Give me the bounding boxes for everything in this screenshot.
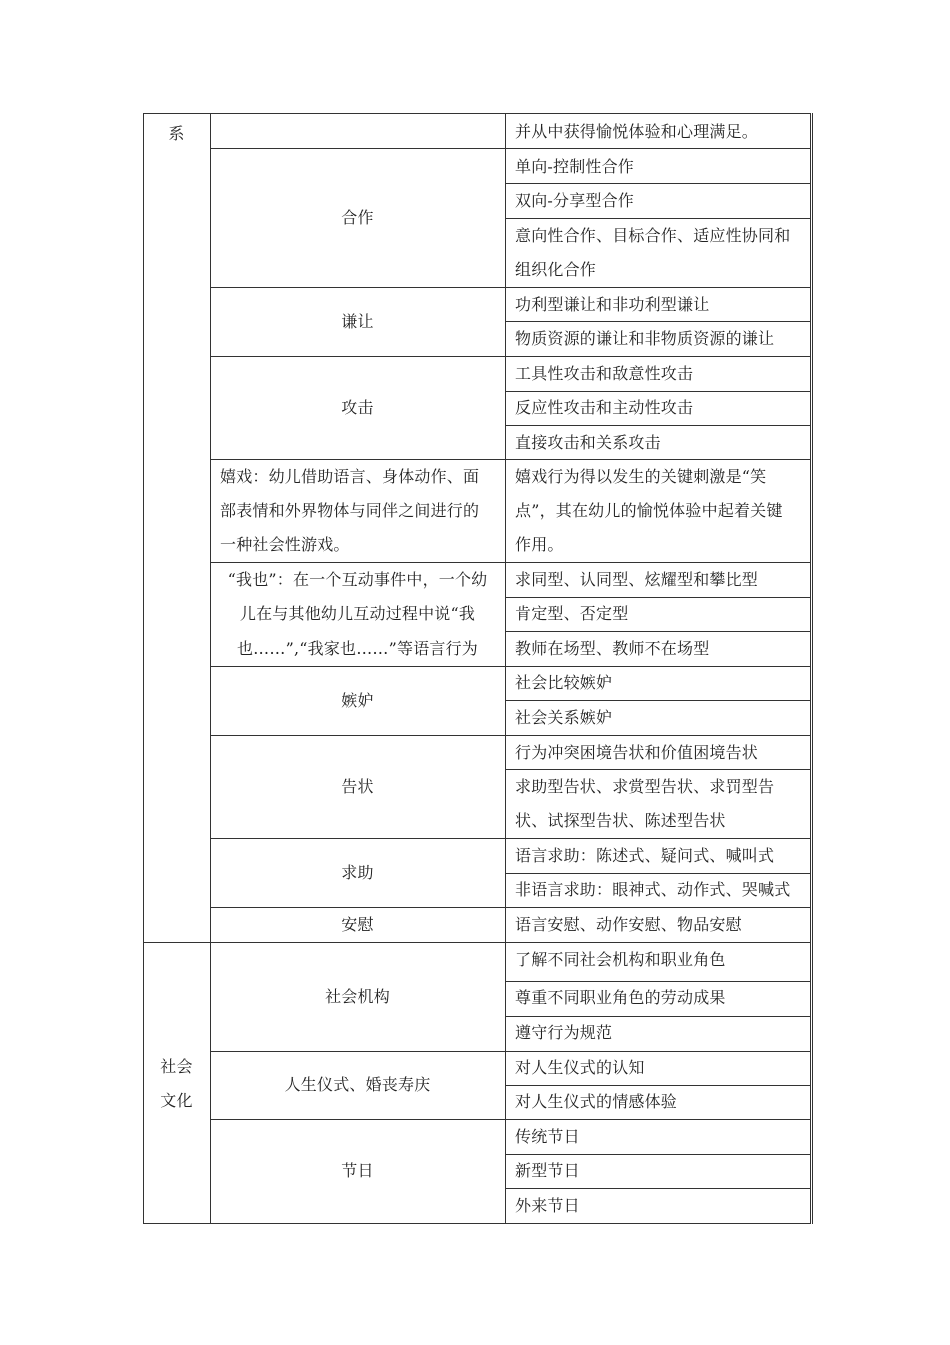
institutions-item: 了解不同社会机构和职业角色 <box>515 950 726 969</box>
me-too-label-line: 也……”,“我家也……”等语言行为 <box>236 639 479 658</box>
institutions-item: 遵守行为规范 <box>515 1023 613 1042</box>
aggression-item: 反应性攻击和主动性攻击 <box>515 398 694 417</box>
play-desc-line: 嬉戏行为得以发生的关键刺激是“笑 <box>515 467 767 486</box>
rituals-item: 对人生仪式的情感体验 <box>515 1092 678 1111</box>
me-too-item: 肯定型、否定型 <box>515 604 629 623</box>
jealousy-item: 社会比较嫉妒 <box>515 673 613 692</box>
comfort-item: 语言安慰、动作安慰、物品安慰 <box>515 915 742 934</box>
institutions-label: 社会机构 <box>325 987 390 1006</box>
help-item: 语言求助：陈述式、疑问式、喊叫式 <box>515 846 775 865</box>
cooperation-item: 组织化合作 <box>515 260 597 279</box>
play-label-line: 部表情和外界物体与同伴之间进行的 <box>220 501 480 520</box>
help-item: 非语言求助：眼神式、动作式、哭喊式 <box>515 880 791 899</box>
telling-item: 求助型告状、求赏型告状、求罚型告 <box>515 777 775 796</box>
telling-item: 状、试探型告状、陈述型告状 <box>515 811 726 830</box>
play-label-line: 嬉戏：幼儿借助语言、身体动作、面 <box>220 467 480 486</box>
festivals-item: 新型节日 <box>515 1161 580 1180</box>
help-label: 求助 <box>341 863 374 882</box>
festivals-item: 传统节日 <box>515 1127 580 1146</box>
me-too-item: 求同型、认同型、炫耀型和攀比型 <box>515 570 759 589</box>
rituals-label: 人生仪式、婚丧寿庆 <box>284 1075 431 1094</box>
rituals-item: 对人生仪式的认知 <box>515 1058 645 1077</box>
continued-desc: 并从中获得愉悦体验和心理满足。 <box>515 122 759 141</box>
modesty-item: 物质资源的谦让和非物质资源的谦让 <box>515 329 775 348</box>
cooperation-item: 双向-分享型合作 <box>515 191 635 210</box>
festivals-item: 外来节日 <box>515 1196 580 1215</box>
category-2-label-line1: 社会 <box>160 1057 193 1076</box>
modesty-label: 谦让 <box>341 312 374 331</box>
play-desc-line: 点”，其在幼儿的愉悦体验中起着关键 <box>515 501 783 520</box>
aggression-label: 攻击 <box>341 398 374 417</box>
me-too-label-line: “我也”：在一个互动事件中，一个幼 <box>227 570 488 589</box>
telling-label: 告状 <box>341 777 374 796</box>
jealousy-label: 嫉妒 <box>341 691 374 710</box>
me-too-item: 教师在场型、教师不在场型 <box>515 639 710 658</box>
cooperation-item: 单向-控制性合作 <box>515 157 635 176</box>
play-desc-line: 作用。 <box>515 535 564 554</box>
category-1-label: 系 <box>168 124 185 143</box>
festivals-label: 节日 <box>341 1161 374 1180</box>
cooperation-item: 意向性合作、目标合作、适应性协同和 <box>515 226 791 245</box>
institutions-item: 尊重不同职业角色的劳动成果 <box>515 988 726 1007</box>
category-2-label-line2: 文化 <box>160 1091 193 1110</box>
aggression-item: 工具性攻击和敌意性攻击 <box>515 364 694 383</box>
play-label-line: 一种社会性游戏。 <box>220 535 350 554</box>
cooperation-label: 合作 <box>341 208 374 227</box>
comfort-label: 安慰 <box>341 915 374 934</box>
me-too-label-line: 儿在与其他幼儿互动过程中说“我 <box>239 604 476 623</box>
jealousy-item: 社会关系嫉妒 <box>515 708 613 727</box>
modesty-item: 功利型谦让和非功利型谦让 <box>515 295 710 314</box>
telling-item: 行为冲突困境告状和价值困境告状 <box>515 743 759 762</box>
aggression-item: 直接攻击和关系攻击 <box>515 433 661 452</box>
